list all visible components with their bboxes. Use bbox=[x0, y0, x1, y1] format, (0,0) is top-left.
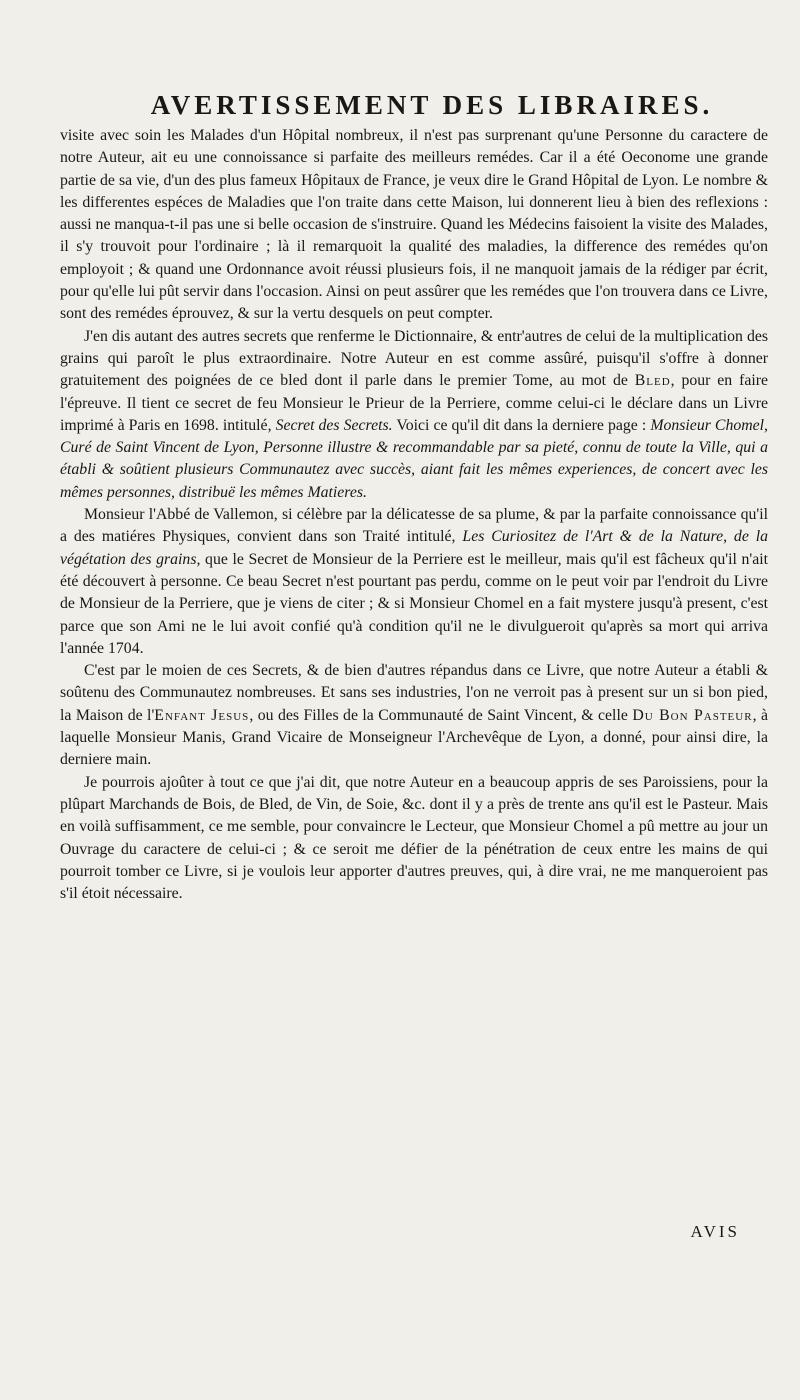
paragraph-4-text-b: , ou des Filles de la Communauté de Saint Vincent, & celle bbox=[249, 706, 628, 724]
name-bon-pasteur: Du Bon Pasteur bbox=[632, 706, 753, 724]
paragraph-4-text-a: C'est par le moien de ces Secrets, & de bien d'autres répandus dans ce Livre, que notre Auteur a établi & soûtenu des Communautez nombreuses. Et sans ses industries, l'on ne verroit pas à present sur un si bon pied, la Maison de l' bbox=[60, 662, 768, 724]
catchword: AVIS bbox=[690, 1222, 740, 1241]
paragraph-3 bbox=[60, 504, 768, 660]
paragraph-5: Je pourrois ajoûter à tout ce que j'ai dit, que notre Auteur en a beaucoup appris de ses Paroissiens, pour la plûpart Marchands de Bois, de Bled, de Vin, de Soie, &c. dont il y a près de trente ans qu'il est le Pasteur. Mais en voilà suffisamment, ce me semble, pour convaincre le Lecteur, que Monsieur Chomel a pû mettre au jour un Ouvrage du caractere de celui-ci ; & ce seroit me défier de la pénétration de ceux entre les mains de qui pourroit tomber ce Livre, si je voulois leur apporter d'autres preuves, qui, à dire vrai, ne me manqueroient pas s'il étoit nécessaire. bbox=[60, 773, 768, 903]
paragraph-2-text-a: J'en dis autant des autres secrets que renferme le Dictionnaire, & entr'autres de celui de la multiplication des grains qui paroît le plus extraordinaire. Notre Auteur en est comme assûré, puisqu'il s'offre à donner gratuitement des poignées de ce bled dont il parle dans le premier Tome, au mot de bbox=[60, 327, 768, 390]
word-bled: Bled bbox=[634, 372, 671, 390]
paragraph-1: visite avec soin les Malades d'un Hôpital nombreux, il n'est pas surprenant qu'une Personne du caractere de notre Auteur, ait eu une connoissance si parfaite des meilleurs remédes. Car il a été Oeconome une grande partie de sa vie, d'un des plus fameux Hôpitaux de France, je veux dire le Grand Hôpital de Lyon. Le nombre & les differentes espéces de Maladies que l'on traite dans cette Maison, lui donnerent lieu à bien des reflexions : aussi ne manqua-t-il pas une si belle occasion de s'instruire. Quand les Médecins faisoient la visite des Malades, il s'y trouvoit pour l'ordinaire ; là il remarquoit la qualité des maladies, la difference des remédes qu'on employoit ; & quand une Ordonnance avoit réussi plusieurs fois, il ne manquoit jamais de la rédiger par écrit, pour qu'elle lui pût servir dans l'occasion. Ainsi on peut assûrer que les remédes que l'on trouvera dans ce Livre, sont des remédes éprouvez, & sur la vertu desquels on peut compter. bbox=[60, 127, 768, 323]
paragraph-3-text-a: Monsieur l'Abbé de Vallemon, si célèbre par la délicatesse de sa plume, & par la parfaite connoissance qu'il a des matiéres Physiques, convient dans son Traité intitulé, bbox=[60, 506, 768, 546]
paragraph-2 bbox=[60, 326, 768, 504]
book-title-secret: Secret des Secrets. bbox=[275, 416, 393, 434]
body-text bbox=[60, 125, 768, 905]
paragraph-3-text-b: que le Secret de Monsieur de la Perriere est le meilleur, mais qu'il est fâcheux qu'il n'ait été découvert à personne. Ce beau Secret n'est pourtant pas perdu, comme on le peut voir par l'endroit du Livre de Monsieur de la Perriere, que je viens de citer ; & si Monsieur Chomel en a fait mystere jusqu'à present, c'est parce que son Ami ne le lui avoit confié qu'à condition qu'il ne le divulgueroit qu'après sa mort qui arriva l'année 1704. bbox=[60, 550, 768, 657]
paragraph-2-text-c: Voici ce qu'il dit dans la derniere page : bbox=[396, 416, 647, 434]
running-head: AVERTISSEMENT DES LIBRAIRES. bbox=[150, 90, 714, 120]
name-enfant-jesus: Enfant Jesus bbox=[154, 706, 250, 724]
paragraph-4-text-c: , à laquelle Monsieur Manis, Grand Vicaire de Monseigneur l'Archevêque de Lyon, a donné, pour ainsi dire, la derniere main. bbox=[60, 706, 768, 769]
book-title-curiositez: Les Curiositez de l'Art & de la Nature, de la végétation des grains, bbox=[60, 528, 769, 568]
paragraph-4 bbox=[60, 660, 768, 771]
paragraph-2-text-b: , pour en faire l'épreuve. Il tient ce secret de feu Monsieur le Prieur de la Perriere, comme celui-ci le déclare dans un Livre imprimé à Paris en 1698. intitulé, bbox=[60, 372, 768, 434]
quotation-chomel: Monsieur Chomel, Curé de Saint Vincent de Lyon, Personne illustre & recommandable par sa pieté, connu de toute la Ville, qui a établi & soûtient plusieurs Communautez avec succès, aiant fait les mêmes experiences, de concert avec les mêmes personnes, distribuë les mêmes Matieres. bbox=[60, 416, 769, 501]
